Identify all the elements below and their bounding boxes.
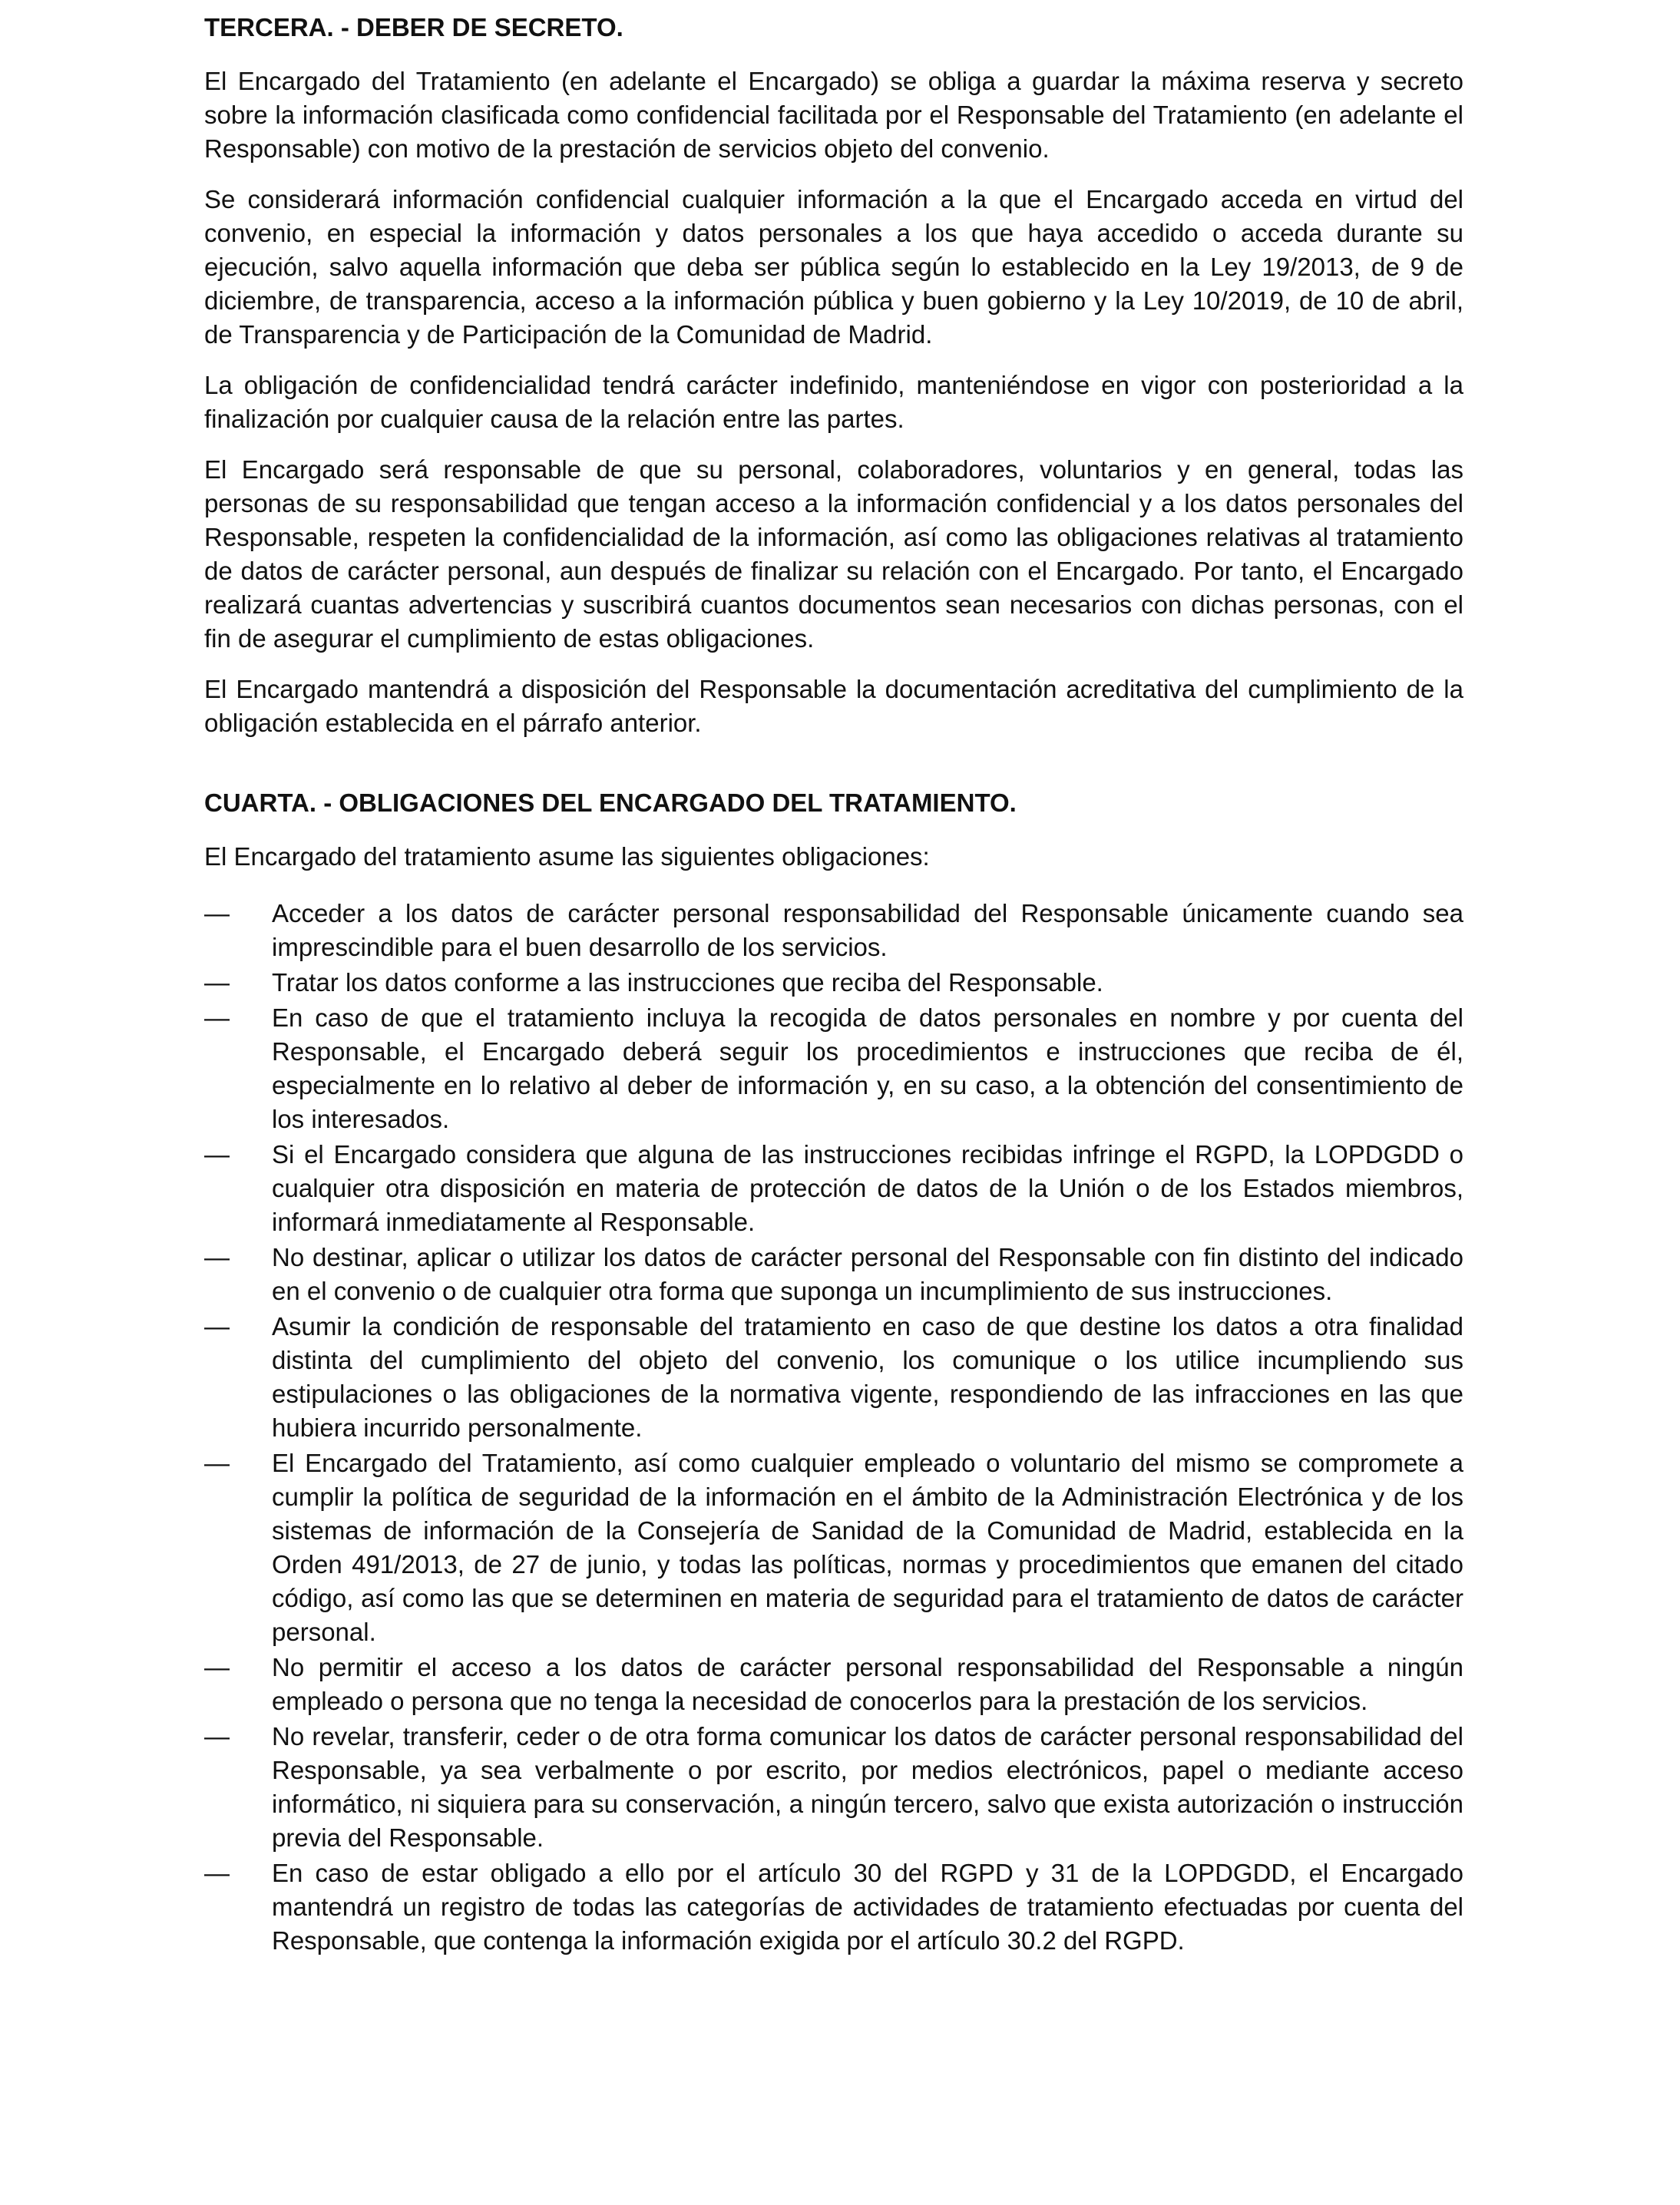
bullet-dash: — [204,1653,230,1681]
list-item [204,1720,1463,1855]
bullet-dash: — [204,1859,230,1887]
paragraph-secreto-2: Se considerará información confidencial cualquier información a la que el Encargado acceda en virtud del convenio, en especial la información y datos personales a los que haya accedido o acceda durante su ejecución, salvo aquella información que deba ser pública según lo establecido en la Ley 19/2013, de 9 de diciembre, de transparencia, acceso a la información pública y buen gobierno y la Ley 10/2019, de 10 de abril, de Transparencia y de Participación de la Comunidad de Madrid. [204,185,1463,349]
bullet-dash: — [204,1722,230,1750]
bullet-dash: — [204,1140,230,1169]
list-item-text: No destinar, aplicar o utilizar los datos de carácter personal del Responsable con fin distinto del indicado en el convenio o de cualquier otra forma que suponga un incumplimiento de sus instrucciones. [272,1243,1463,1305]
list-item-text: En caso de que el tratamiento incluya la recogida de datos personales en nombre y por cuenta del Responsable, el Encargado deberá seguir los procedimientos e instrucciones que reciba de él, especialmente en lo relativo al deber de información y, en su caso, a la obtención del consentimiento de los interesados. [272,1003,1463,1133]
list-item [204,1651,1463,1718]
obligations-intro: El Encargado del tratamiento asume las siguientes obligaciones: [204,842,930,871]
section-title-cuarta: CUARTA. - OBLIGACIONES DEL ENCARGADO DEL TRATAMIENTO. [204,788,1017,817]
list-item-text: Tratar los datos conforme a las instrucciones que reciba del Responsable. [272,968,1103,997]
list-item-text: En caso de estar obligado a ello por el artículo 30 del RGPD y 31 de la LOPDGDD, el Encargado mantendrá un registro de todas las categorías de actividades de tratamiento efectuadas por cuenta del Responsable, que contenga la información exigida por el artículo 30.2 del RGPD. [272,1859,1463,1955]
list-item-text: No revelar, transferir, ceder o de otra forma comunicar los datos de carácter personal responsabilidad del Responsable, ya sea verbalmente o por escrito, por medios electrónicos, papel o mediante acceso informático, ni siquiera para su conservación, a ningún tercero, salvo que exista autorización o instrucción previa del Responsable. [272,1722,1463,1852]
list-item-text: Acceder a los datos de carácter personal responsabilidad del Responsable únicamente cuando sea imprescindible para el buen desarrollo de los servicios. [272,899,1463,961]
obligations-list [204,897,1463,1958]
list-item [204,1241,1463,1308]
list-item [204,966,1463,1000]
document-page [204,0,1463,1959]
list-item-text: Si el Encargado considera que alguna de las instrucciones recibidas infringe el RGPD, la LOPDGDD o cualquier otra disposición en materia de protección de datos de la Unión o de los Estados miembros, informará inmediatamente al Responsable. [272,1140,1463,1236]
list-item [204,897,1463,964]
bullet-dash: — [204,1243,230,1271]
list-item [204,1310,1463,1445]
list-item [204,1001,1463,1136]
list-item-text: Asumir la condición de responsable del tratamiento en caso de que destine los datos a otra finalidad distinta del cumplimiento del objeto del convenio, los comunique o los utilice incumpliendo sus estipulaciones o las obligaciones de la normativa vigente, respondiendo de las infracciones en las que hubiera incurrido personalmente. [272,1312,1463,1442]
list-item-text: El Encargado del Tratamiento, así como cualquier empleado o voluntario del mismo se compromete a cumplir la política de seguridad de la información en el ámbito de la Administración Electrónica y de los sistemas de información de la Consejería de Sanidad de la Comunidad de Madrid, establecida en la Orden 491/2013, de 27 de junio, y todas las políticas, normas y procedimientos que emanen del citado código, así como las que se determinen en materia de seguridad para el tratamiento de datos de carácter personal. [272,1449,1463,1646]
list-item [204,1138,1463,1239]
paragraph-secreto-3: La obligación de confidencialidad tendrá carácter indefinido, manteniéndose en vigor con posterioridad a la finalización por cualquier causa de la relación entre las partes. [204,371,1463,433]
bullet-dash: — [204,1003,230,1032]
bullet-dash: — [204,968,230,997]
list-item-text: No permitir el acceso a los datos de carácter personal responsabilidad del Responsable a ningún empleado o persona que no tenga la necesidad de conocerlos para la prestación de los servicios. [272,1653,1463,1715]
bullet-dash: — [204,899,230,927]
list-item [204,1856,1463,1958]
bullet-dash: — [204,1449,230,1477]
paragraph-secreto-1: El Encargado del Tratamiento (en adelante el Encargado) se obliga a guardar la máxima reserva y secreto sobre la información clasificada como confidencial facilitada por el Responsable del Tratamiento (en adelante el Responsable) con motivo de la prestación de servicios objeto del convenio. [204,67,1463,163]
bullet-dash: — [204,1312,230,1341]
section-title-tercera: TERCERA. - DEBER DE SECRETO. [204,13,623,41]
paragraph-secreto-4: El Encargado será responsable de que su personal, colaboradores, voluntarios y en general, todas las personas de su responsabilidad que tengan acceso a la información confidencial y a los datos personales del Responsable, respeten la confidencialidad de la información, así como las obligaciones relativas al tratamiento de datos de carácter personal, aun después de finalizar su relación con el Encargado. Por tanto, el Encargado realizará cuantas advertencias y suscribirá cuantos documentos sean necesarios con dichas personas, con el fin de asegurar el cumplimiento de estas obligaciones. [204,455,1463,653]
list-item [204,1446,1463,1649]
paragraph-secreto-5: El Encargado mantendrá a disposición del Responsable la documentación acreditativa del cumplimiento de la obligación establecida en el párrafo anterior. [204,675,1463,737]
